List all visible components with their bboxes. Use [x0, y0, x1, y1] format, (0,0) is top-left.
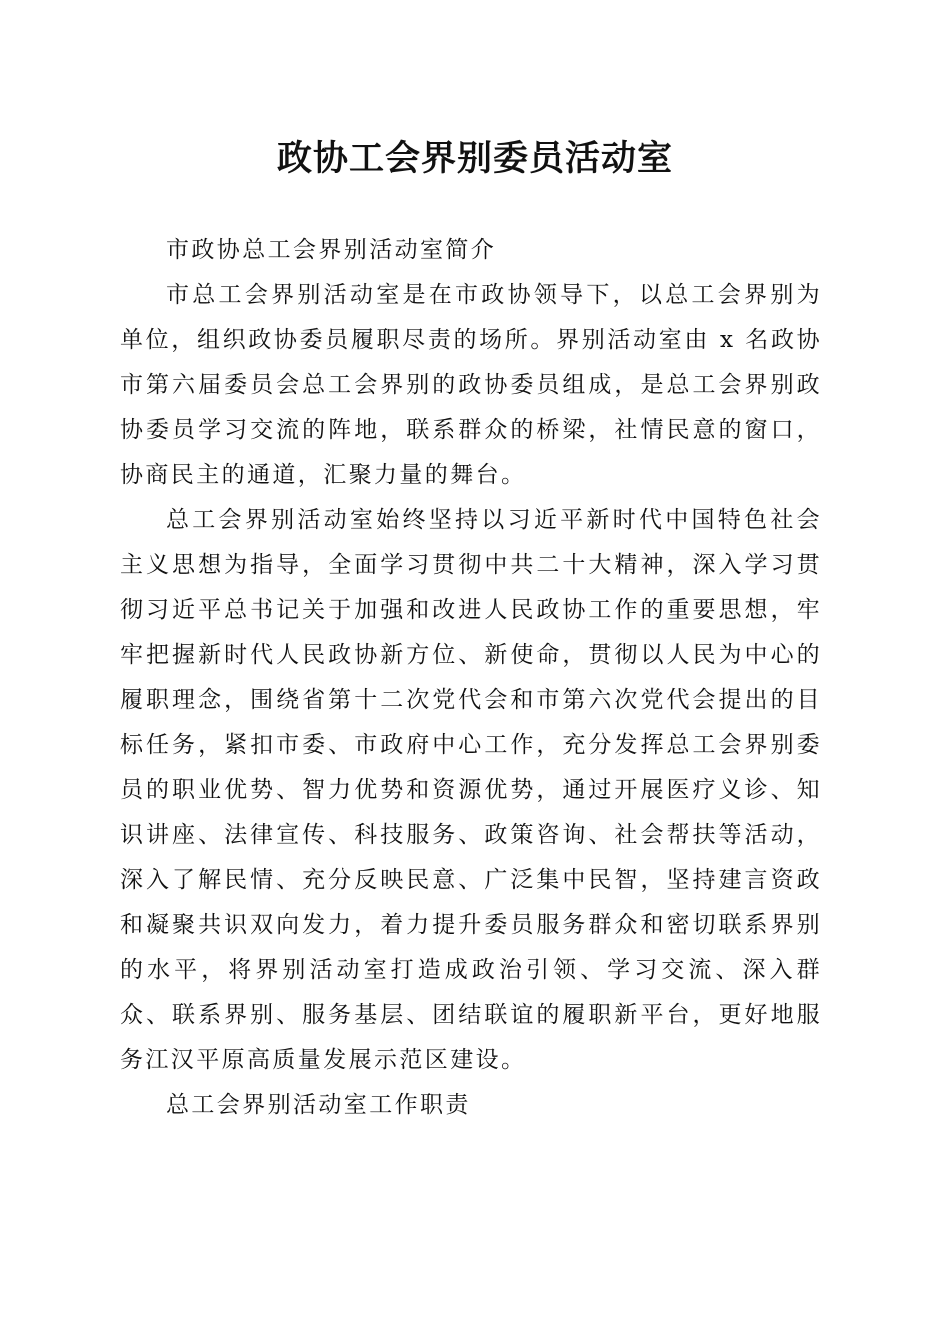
document-title: 政协工会界别委员活动室: [276, 138, 673, 179]
section-heading-duties: 总工会界别活动室工作职责: [166, 1092, 471, 1118]
section-heading-intro: 市政协总工会界别活动室简介: [166, 237, 497, 263]
document-body: [120, 228, 822, 1128]
paragraph-guiding-principles: 总工会界别活动室始终坚持以习近平新时代中国特色社会主义思想为指导，全面学习贯彻中共二十大精神，深入学习贯彻习近平总书记关于加强和改进人民政协工作的重要思想，牢牢把握新时代人民政协新方位、新使命，贯彻以人民为中心的履职理念，围绕省第十二次党代会和市第六次党代会提出的目标任务，紧扣市委、市政府中心工作，充分发挥总工会界别委员的职业优势、智力优势和资源优势，通过开展医疗义诊、知识讲座、法律宣传、科技服务、政策咨询、社会帮扶等活动，深入了解民情、充分反映民意、广泛集中民智，坚持建言资政和凝聚共识双向发力，着力提升委员服务群众和密切联系界别的水平，将界别活动室打造成政治引领、学习交流、深入群众、联系界别、服务基层、团结联谊的履职新平台，更好地服务江汉平原高质量发展示范区建设。: [120, 507, 822, 1073]
paragraph-overview: 市总工会界别活动室是在市政协领导下，以总工会界别为单位，组织政协委员履职尽责的场所。界别活动室由 x 名政协市第六届委员会总工会界别的政协委员组成，是总工会界别政协委员学习交流的阵地，联系群众的桥梁，社情民意的窗口，协商民主的通道，汇聚力量的舞台。: [120, 282, 822, 488]
